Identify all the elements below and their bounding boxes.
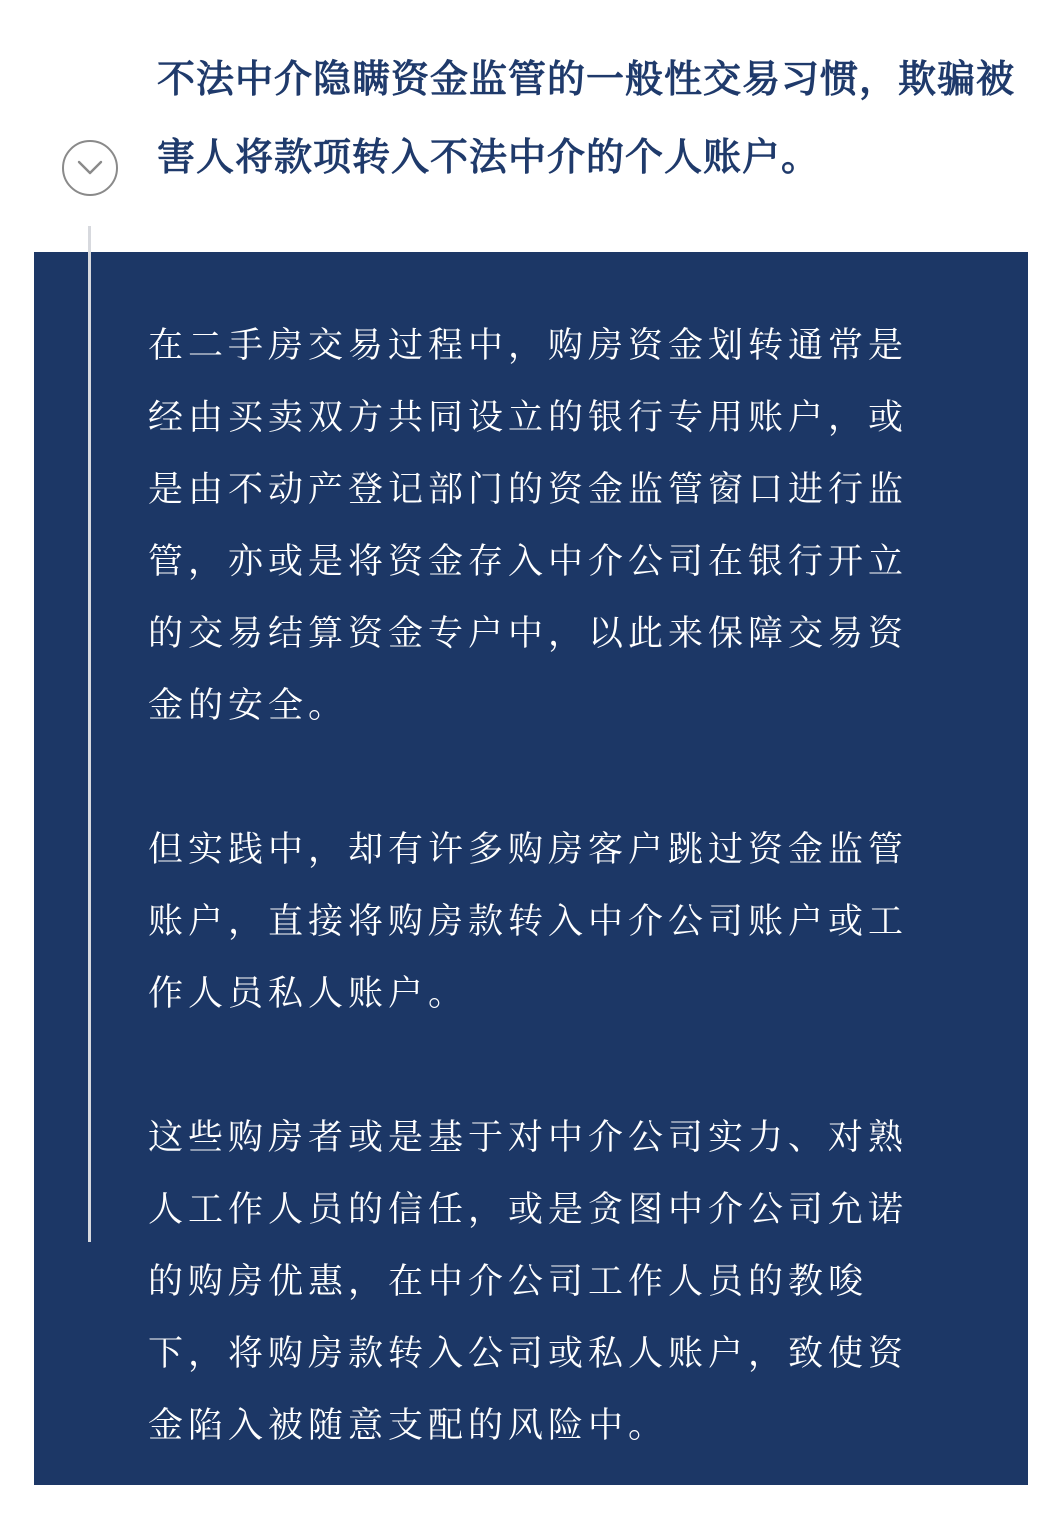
chevron-down-icon bbox=[77, 159, 103, 177]
paragraph-fund-supervision: 在二手房交易过程中，购房资金划转通常是经由买卖双方共同设立的银行专用账户，或是由不动产登记部门的资金监管窗口进行监管，亦或是将资金存入中介公司在银行开立的交易结算资金专户中，以此来保障交易资金的安全。 bbox=[148, 326, 909, 726]
paragraph-risk: 这些购房者或是基于对中介公司实力、对熟人工作人员的信任，或是贪图中介公司允诺的购房优惠，在中介公司工作人员的教唆下，将购房款转入公司或私人账户，致使资金陷入被随意支配的风险中。 bbox=[148, 1118, 909, 1446]
timeline-line bbox=[88, 226, 91, 1242]
section-headline: 不法中介隐瞒资金监管的一般性交易习惯，欺骗被害人将款项转入不法中介的个人账户。 bbox=[157, 57, 1016, 179]
expand-toggle-button[interactable] bbox=[62, 140, 118, 196]
paragraph-skip-supervision: 但实践中，却有许多购房客户跳过资金监管账户，直接将购房款转入中介公司账户或工作人员私人账户。 bbox=[148, 830, 909, 1014]
content-panel bbox=[34, 252, 1028, 1485]
